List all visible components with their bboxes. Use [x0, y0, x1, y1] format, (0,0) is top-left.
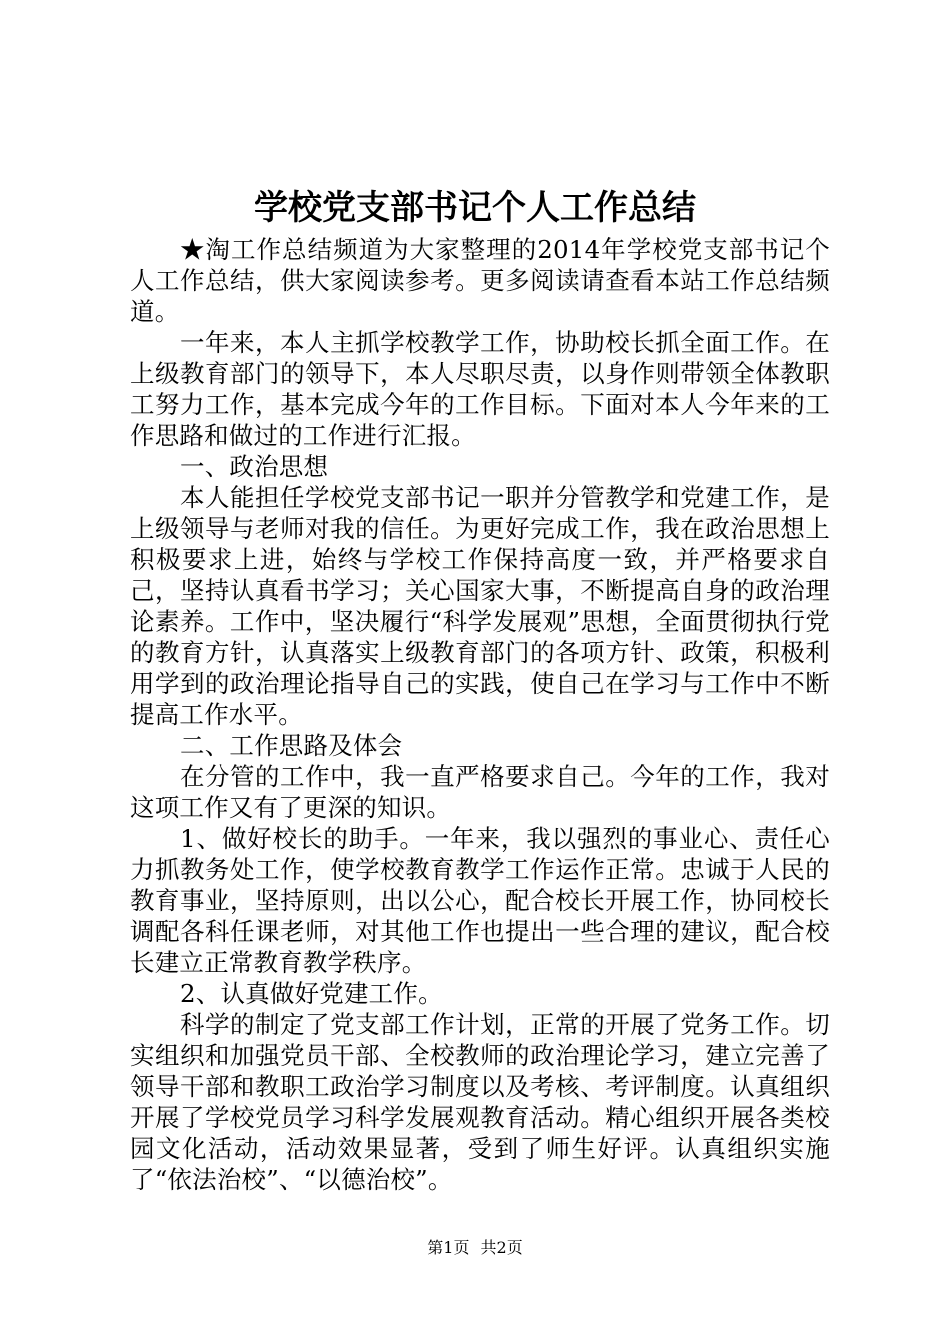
section-heading-work-ideas: 二、工作思路及体会: [180, 731, 403, 760]
document-body: [130, 234, 830, 1195]
assistant-paragraph: 1、做好校长的助手。一年来，我以强烈的事业心、责任心力抓教务处工作，使学校教育教学工作运作正常。忠诚于人民的教育事业，坚持原则，出以公心，配合校长开展工作，协同校长调配各科任课老师，对其他工作也提出一些合理的建议，配合校长建立正常教育教学秩序。: [130, 824, 830, 977]
document-title: 学校党支部书记个人工作总结: [254, 188, 696, 228]
politics-paragraph: 本人能担任学校党支部书记一职并分管教学和党建工作，是上级领导与老师对我的信任。为更好完成工作，我在政治思想上积极要求上进，始终与学校工作保持高度一致，并严格要求自己，坚持认真看书学习；关心国家大事，不断提高自身的政治理论素养。工作中，坚决履行“科学发展观”思想，全面贯彻执行党的教育方针，认真落实上级教育部门的各项方针、政策，积极利用学到的政治理论指导自己的实践，使自己在学习与工作中不断提高工作水平。: [130, 483, 830, 729]
section-heading-politics: 一、政治思想: [180, 452, 329, 481]
overview-paragraph: 一年来，本人主抓学校教学工作，协助校长抓全面工作。在上级教育部门的领导下，本人尽职尽责，以身作则带领全体教职工努力工作，基本完成今年的工作目标。下面对本人今年来的工作思路和做过的工作进行汇报。: [130, 328, 830, 450]
page-total: 共2页: [480, 1238, 523, 1257]
page-footer: [0, 1238, 950, 1258]
work-ideas-paragraph: 在分管的工作中，我一直严格要求自己。今年的工作，我对这项工作又有了更深的知识。: [130, 762, 830, 822]
party-building-heading: 2、认真做好党建工作。: [180, 979, 443, 1008]
page-number: 第1页: [427, 1238, 470, 1257]
party-building-paragraph: 科学的制定了党支部工作计划，正常的开展了党务工作。切实组织和加强党员干部、全校教师的政治理论学习，建立完善了领导干部和教职工政治学习制度以及考核、考评制度。认真组织开展了学校党员学习科学发展观教育活动。精心组织开展各类校园文化活动，活动效果显著，受到了师生好评。认真组织实施了“依法治校”、“以德治校”。: [130, 1010, 830, 1194]
intro-paragraph: ★淘工作总结频道为大家整理的2014年学校党支部书记个人工作总结，供大家阅读参考。更多阅读请查看本站工作总结频道。: [130, 235, 830, 326]
